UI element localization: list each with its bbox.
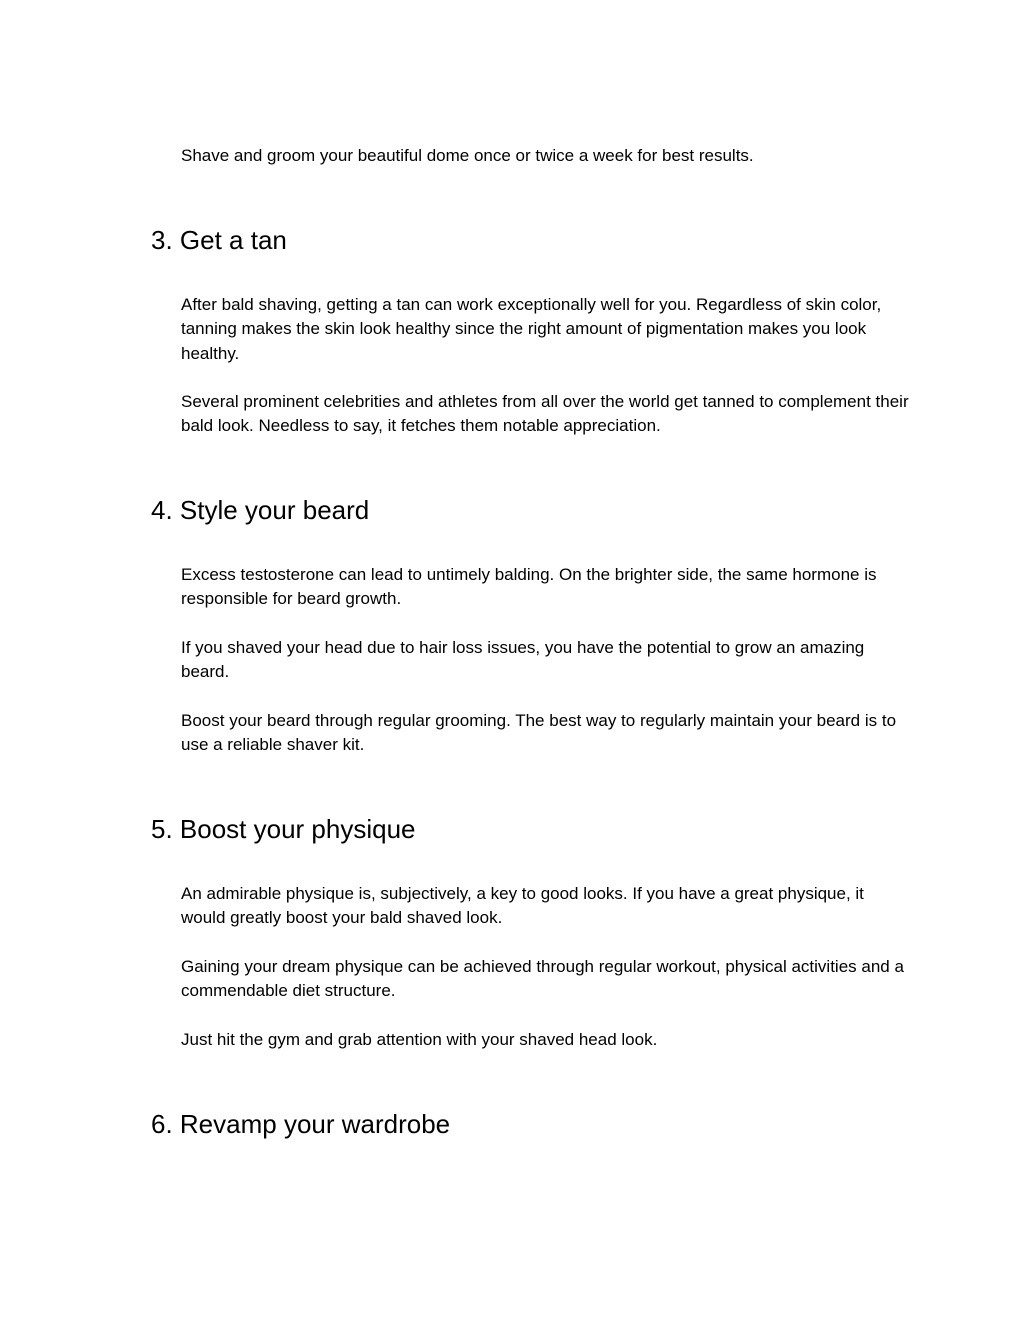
intro-paragraph: Shave and groom your beautiful dome once or twice a week for best results. xyxy=(181,146,754,165)
physique-paragraph-3: Just hit the gym and grab attention with your shaved head look. xyxy=(181,1030,658,1049)
tan-paragraph-2: Several prominent celebrities and athletes from all over the world get tanned to complement their bald look. Needless to say, it fetches them notable appreciation. xyxy=(181,392,909,436)
physique-paragraph-2: Gaining your dream physique can be achieved through regular workout, physical activities and a commendable diet structure. xyxy=(181,957,904,1001)
section-heading-boost-your-physique: 5. Boost your physique xyxy=(151,814,416,844)
beard-paragraph-3: Boost your beard through regular grooming. The best way to regularly maintain your beard is to use a reliable shaver kit. xyxy=(181,711,897,755)
section-heading-get-a-tan: 3. Get a tan xyxy=(151,225,287,255)
section-heading-revamp-your-wardrobe: 6. Revamp your wardrobe xyxy=(151,1109,451,1139)
physique-paragraph-1: An admirable physique is, subjectively, a key to good looks. If you have a great physique, it would greatly boost your bald shaved look. xyxy=(181,884,864,928)
tan-paragraph-1: After bald shaving, getting a tan can work exceptionally well for you. Regardless of skin color, tanning makes the skin look healthy since the right amount of pigmentation makes you look healthy. xyxy=(181,295,882,363)
beard-paragraph-1: Excess testosterone can lead to untimely balding. On the brighter side, the same hormone is responsible for beard growth. xyxy=(181,565,877,609)
section-heading-style-your-beard: 4. Style your beard xyxy=(151,495,370,525)
beard-paragraph-2: If you shaved your head due to hair loss issues, you have the potential to grow an amazing beard. xyxy=(181,638,865,682)
